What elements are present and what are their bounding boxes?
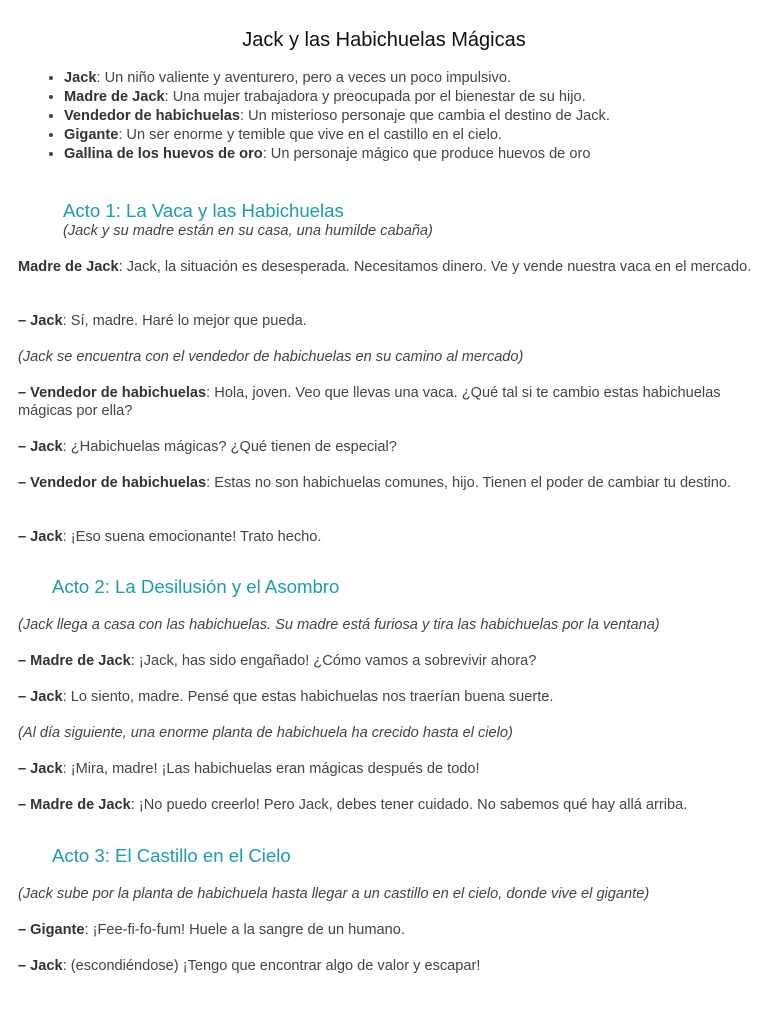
dialogue-line — [18, 528, 753, 546]
speaker-name: – Jack — [18, 958, 63, 974]
character-description: : Un misterioso personaje que cambia el destino de Jack. — [240, 108, 610, 124]
speaker-name: – Vendedor de habichuelas — [18, 475, 207, 491]
speaker-name: – Madre de Jack — [18, 797, 131, 813]
character-name: Gallina de los huevos de oro — [64, 146, 263, 162]
dialogue-text: : Lo siento, madre. Pensé que estas habichuelas nos traerían buena suerte. — [62, 689, 554, 705]
act1-heading: Acto 1: La Vaca y las Habichuelas — [63, 200, 344, 221]
dialogue-line — [18, 312, 753, 330]
dialogue-line — [18, 258, 753, 276]
dialogue-text: : ¡Fee-fi-fo-fum! Huele a la sangre de un humano. — [84, 922, 405, 938]
act3-heading: Acto 3: El Castillo en el Cielo — [52, 845, 291, 866]
speaker-name: – Jack — [18, 439, 63, 455]
dialogue-text: : Sí, madre. Haré lo mejor que pueda. — [62, 313, 307, 329]
list-item — [64, 126, 610, 145]
stage-direction: (Jack sube por la planta de habichuela hasta llegar a un castillo en el cielo, donde vive el gigante) — [18, 886, 650, 902]
document-title: Jack y las Habichuelas Mágicas — [242, 29, 526, 51]
dialogue-line — [18, 957, 753, 975]
dialogue-text: : Hola, joven. Veo que llevas una vaca. ¿Qué tal si te cambio estas habichuelas mágicas por ella? — [18, 385, 721, 419]
dialogue-text: : ¿Habichuelas mágicas? ¿Qué tienen de especial? — [62, 439, 397, 455]
dialogue-line — [18, 688, 753, 706]
character-description: : Un niño valiente y aventurero, pero a veces un poco impulsivo. — [96, 70, 512, 86]
speaker-name: Madre de Jack — [18, 259, 119, 275]
dialogue-text: : ¡Jack, has sido engañado! ¿Cómo vamos a sobrevivir ahora? — [130, 653, 537, 669]
character-list — [42, 69, 610, 164]
dialogue-line — [18, 796, 753, 814]
dialogue-line — [18, 438, 753, 456]
dialogue-text: : ¡Eso suena emocionante! Trato hecho. — [62, 529, 322, 545]
character-name: Madre de Jack — [64, 89, 165, 105]
speaker-name: – Jack — [18, 313, 63, 329]
act2-heading: Acto 2: La Desilusión y el Asombro — [52, 576, 340, 597]
dialogue-text: : Estas no son habichuelas comunes, hijo. Tienen el poder de cambiar tu destino. — [206, 475, 732, 491]
list-item — [64, 69, 610, 88]
character-name: Vendedor de habichuelas — [64, 108, 240, 124]
speaker-name: – Jack — [18, 529, 63, 545]
dialogue-line — [18, 474, 753, 492]
character-description: : Un ser enorme y temible que vive en el castillo en el cielo. — [118, 127, 503, 143]
dialogue-line — [18, 760, 753, 778]
dialogue-line — [18, 921, 753, 939]
list-item — [64, 107, 610, 126]
speaker-name: – Jack — [18, 761, 63, 777]
speaker-name: – Madre de Jack — [18, 653, 131, 669]
dialogue-text: : ¡Mira, madre! ¡Las habichuelas eran mágicas después de todo! — [62, 761, 480, 777]
stage-direction: (Jack se encuentra con el vendedor de habichuelas en su camino al mercado) — [18, 349, 524, 365]
dialogue-text: : (escondiéndose) ¡Tengo que encontrar algo de valor y escapar! — [62, 958, 481, 974]
dialogue-text: : ¡No puedo creerlo! Pero Jack, debes tener cuidado. No sabemos qué hay allá arriba. — [130, 797, 688, 813]
character-name: Jack — [64, 70, 97, 86]
speaker-name: – Vendedor de habichuelas — [18, 385, 207, 401]
character-description: : Un personaje mágico que produce huevos de oro — [262, 146, 591, 162]
character-name: Gigante — [64, 127, 119, 143]
stage-direction: (Al día siguiente, una enorme planta de habichuela ha crecido hasta el cielo) — [18, 725, 513, 741]
character-description: : Una mujer trabajadora y preocupada por el bienestar de su hijo. — [164, 89, 586, 105]
stage-direction: (Jack y su madre están en su casa, una humilde cabaña) — [63, 223, 433, 239]
speaker-name: – Gigante — [18, 922, 85, 938]
list-item — [64, 88, 610, 107]
speaker-name: – Jack — [18, 689, 63, 705]
dialogue-line — [18, 384, 753, 420]
list-item — [64, 145, 610, 164]
stage-direction: (Jack llega a casa con las habichuelas. Su madre está furiosa y tira las habichuelas por la ventana) — [18, 617, 660, 633]
dialogue-text: : Jack, la situación es desesperada. Necesitamos dinero. Ve y vende nuestra vaca en el mercado. — [118, 259, 752, 275]
dialogue-line — [18, 652, 753, 670]
